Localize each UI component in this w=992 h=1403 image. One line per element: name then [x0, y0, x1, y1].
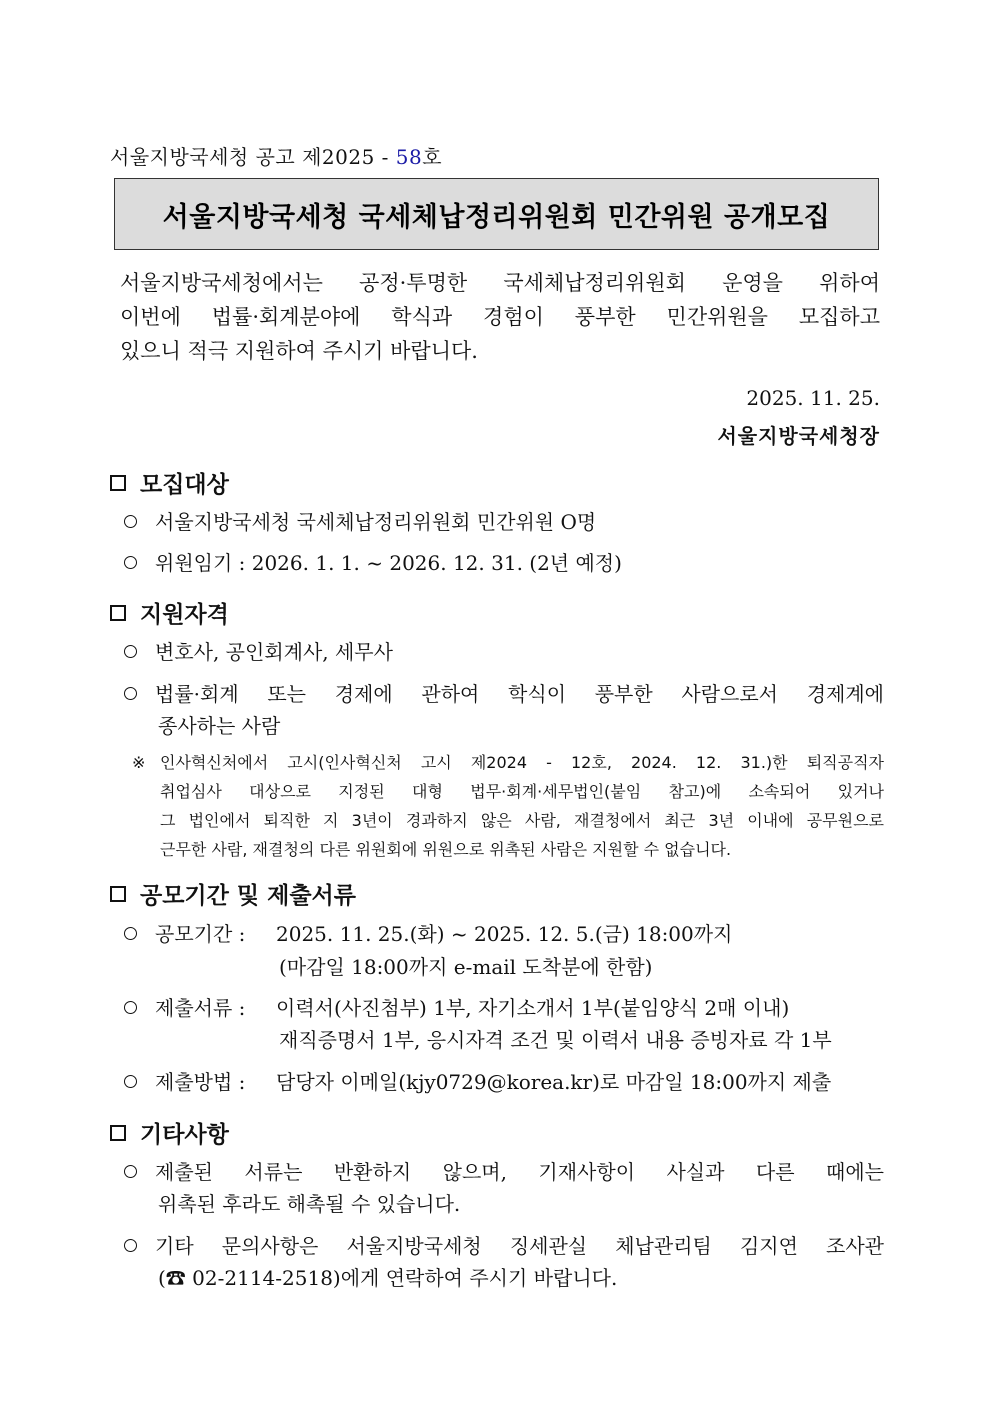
announcement-date: 2025. 11. 25. — [746, 386, 880, 410]
circle-bullet-icon — [124, 1165, 137, 1178]
section-heading-period — [110, 877, 356, 910]
list-item-continuation: 위촉된 후라도 해촉될 수 있습니다. — [158, 1192, 461, 1216]
note-line: 인사혁신처에서 고시(인사혁신처 고시 제2024 - 12호, 2024. 12. 31.)한 퇴직공직자 — [160, 753, 884, 772]
field-value-continuation: 재직증명서 1부, 응시자격 조건 및 이력서 내용 증빙자료 각 1부 — [279, 1028, 832, 1052]
list-item — [124, 1230, 884, 1262]
note-line: 취업심사 대상으로 지정된 대형 법무·회계·세무법인(붙임 참고)에 소속되어 있거나 — [160, 782, 884, 801]
notice-prefix: 서울지방국세청 공고 제2025 - — [110, 145, 396, 169]
list-item — [124, 992, 789, 1024]
square-bullet-icon — [110, 475, 126, 491]
notice-number-line — [110, 141, 442, 170]
section-heading-recruit — [110, 466, 229, 499]
page-title: 서울지방국세청 국세체납정리위원회 민간위원 공개모집 — [162, 201, 831, 233]
square-bullet-icon — [110, 1125, 126, 1141]
section-heading-other — [110, 1116, 229, 1149]
list-item-text: 법률·회계 또는 경제에 관하여 학식이 풍부한 사람으로서 경제계에 — [155, 682, 884, 706]
circle-bullet-icon — [124, 1075, 137, 1088]
list-item-row — [124, 678, 884, 710]
circle-bullet-icon — [124, 687, 137, 700]
field-value: 이력서(사진첨부) 1부, 자기소개서 1부(붙임양식 2매 이내) — [276, 996, 790, 1020]
list-item-row — [124, 1230, 884, 1262]
field-value-continuation: (마감일 18:00까지 e-mail 도착분에 한함) — [279, 955, 653, 979]
section-heading-label: 기타사항 — [140, 1122, 229, 1148]
square-bullet-icon — [110, 886, 126, 902]
eligibility-note — [132, 748, 884, 864]
list-item-text: 변호사, 공인회계사, 세무사 — [155, 640, 393, 664]
list-item-row — [124, 1156, 884, 1188]
list-item-continuation: 종사하는 사람 — [158, 714, 281, 738]
circle-bullet-icon — [124, 556, 137, 569]
reference-mark-icon: ※ — [132, 753, 146, 772]
field-label: 제출방법 : — [155, 1070, 246, 1094]
list-item — [124, 1156, 884, 1188]
list-item-text: 서울지방국세청 국세체납정리위원회 민간위원 O명 — [155, 510, 597, 534]
list-item — [124, 918, 732, 950]
section-heading-label: 지원자격 — [140, 602, 229, 628]
intro-line: 있으니 적극 지원하여 주시기 바랍니다. — [120, 339, 478, 363]
field-value: 2025. 11. 25.(화) ~ 2025. 12. 5.(금) 18:00까지 — [276, 922, 733, 946]
notice-suffix: 호 — [422, 145, 443, 169]
field-value: 담당자 이메일(kjy0729@korea.kr)로 마감일 18:00까지 제출 — [276, 1070, 832, 1094]
circle-bullet-icon — [124, 927, 137, 940]
note-line: 그 법인에서 퇴직한 지 3년이 경과하지 않은 사람, 재결청에서 최근 3년 이내에 공무원으로 — [160, 811, 884, 830]
section-heading-label: 공모기간 및 제출서류 — [140, 883, 356, 909]
notice-number: 58 — [395, 145, 423, 169]
circle-bullet-icon — [124, 1239, 137, 1252]
circle-bullet-icon — [124, 645, 137, 658]
intro-line: 서울지방국세청에서는 공정·투명한 국세체납정리위원회 운영을 위하여 — [120, 271, 880, 295]
list-item — [124, 547, 622, 579]
intro-paragraph — [120, 266, 880, 368]
list-item — [124, 678, 884, 710]
section-heading-qualification — [110, 596, 229, 629]
issuer-name: 서울지방국세청장 — [717, 424, 880, 448]
circle-bullet-icon — [124, 515, 137, 528]
field-label: 공모기간 : — [155, 922, 246, 946]
list-item-continuation: (☎ 02-2114-2518)에게 연락하여 주시기 바랍니다. — [158, 1266, 618, 1290]
list-item-text: 기타 문의사항은 서울지방국세청 징세관실 체납관리팀 김지연 조사관 — [155, 1234, 884, 1258]
circle-bullet-icon — [124, 1001, 137, 1014]
square-bullet-icon — [110, 605, 126, 621]
list-item — [124, 1066, 831, 1098]
field-label: 제출서류 : — [155, 996, 246, 1020]
title-box — [114, 178, 879, 250]
list-item — [124, 636, 393, 668]
note-line: 근무한 사람, 재결청의 다른 위원회에 위원으로 위촉된 사람은 지원할 수 없습니다. — [160, 840, 732, 859]
list-item-text: 제출된 서류는 반환하지 않으며, 기재사항이 사실과 다른 때에는 — [155, 1160, 884, 1184]
intro-line: 이번에 법률·회계분야에 학식과 경험이 풍부한 민간위원을 모집하고 — [120, 305, 880, 329]
section-heading-label: 모집대상 — [140, 472, 229, 498]
list-item — [124, 506, 596, 538]
note-body — [160, 748, 884, 864]
list-item-text: 위원임기 : 2026. 1. 1. ~ 2026. 12. 31. (2년 예정) — [155, 551, 622, 575]
